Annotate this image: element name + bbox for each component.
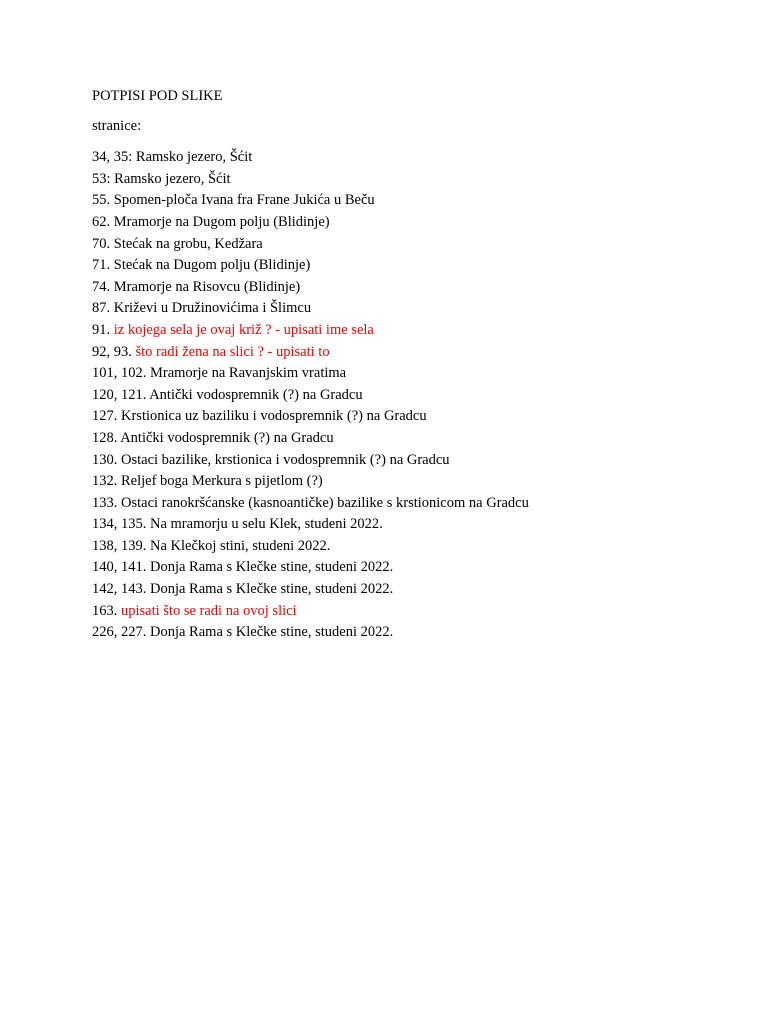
caption-text: Stećak na grobu, Kedžara [113, 235, 263, 252]
caption-entry [92, 536, 732, 558]
caption-pages: 138, 139. [92, 537, 147, 554]
caption-entry [92, 450, 732, 472]
caption-pages: 71. [92, 257, 111, 274]
caption-entry [92, 320, 732, 342]
caption-pages: 55. [92, 192, 111, 209]
caption-entry [92, 622, 732, 644]
caption-text: Donja Rama s Klečke stine, studeni 2022. [150, 581, 394, 598]
caption-pages: 92, 93. [92, 343, 132, 360]
document-page [92, 86, 732, 644]
caption-entry [92, 514, 732, 536]
caption-pages: 62. [92, 213, 111, 230]
caption-entry [92, 212, 732, 234]
caption-text: Reljef boga Merkura s pijetlom (?) [121, 473, 323, 490]
caption-pages: 101, 102. [92, 365, 147, 382]
caption-text: Na Klečkoj stini, studeni 2022. [150, 537, 331, 554]
caption-entry [92, 147, 732, 169]
caption-text: Stećak na Dugom polju (Blidinje) [113, 257, 311, 274]
caption-entry [92, 601, 732, 623]
caption-text: Donja Rama s Klečke stine, studeni 2022. [150, 559, 394, 576]
caption-text: Na mramorju u selu Klek, studeni 2022. [150, 516, 383, 533]
caption-pages: 74. [92, 278, 111, 295]
caption-entry [92, 579, 732, 601]
caption-entry [92, 493, 732, 515]
caption-text: Antički vodospremnik (?) na Gradcu [120, 429, 334, 446]
caption-text: Antički vodospremnik (?) na Gradcu [149, 386, 363, 403]
caption-note: iz kojega sela je ovaj križ ? - upisati ime sela [113, 321, 374, 338]
caption-list [92, 147, 732, 644]
caption-pages: 127. [92, 408, 118, 425]
caption-text: Ramsko jezero, Šćit [135, 149, 253, 166]
caption-pages: 134, 135. [92, 516, 147, 533]
caption-text: Mramorje na Dugom polju (Blidinje) [113, 213, 330, 230]
caption-entry [92, 298, 732, 320]
caption-entry [92, 363, 732, 385]
caption-text: Mramorje na Ravanjskim vratima [150, 365, 347, 382]
caption-note: upisati što se radi na ovoj slici [121, 602, 297, 619]
caption-pages: 91. [92, 321, 111, 338]
caption-entry [92, 385, 732, 407]
caption-pages: 53: [92, 170, 111, 187]
caption-pages: 87. [92, 300, 111, 317]
caption-pages: 34, 35: [92, 149, 133, 166]
caption-pages: 133. [92, 494, 118, 511]
caption-entry [92, 471, 732, 493]
caption-entry [92, 255, 732, 277]
caption-pages: 142, 143. [92, 581, 147, 598]
caption-text: Donja Rama s Klečke stine, studeni 2022. [150, 624, 394, 641]
caption-pages: 120, 121. [92, 386, 147, 403]
caption-note: što radi žena na slici ? - upisati to [135, 343, 330, 360]
caption-text: Ostaci ranokršćanske (kasnoantičke) bazilike s krstionicom na Gradcu [121, 494, 529, 511]
caption-pages: 132. [92, 473, 118, 490]
caption-text: Ramsko jezero, Šćit [114, 170, 231, 187]
caption-text: Ostaci bazilike, krstionica i vodospremnik (?) na Gradcu [121, 451, 450, 468]
caption-entry [92, 277, 732, 299]
caption-text: Mramorje na Risovcu (Blidinje) [113, 278, 301, 295]
caption-text: Križevi u Družinovićima i Šlimcu [113, 300, 312, 317]
caption-entry [92, 169, 732, 191]
caption-entry [92, 190, 732, 212]
caption-pages: 130. [92, 451, 118, 468]
caption-pages: 140, 141. [92, 559, 147, 576]
caption-entry [92, 557, 732, 579]
caption-pages: 163. [92, 602, 118, 619]
caption-entry [92, 406, 732, 428]
document-subtitle: stranice: [92, 117, 142, 134]
caption-pages: 226, 227. [92, 624, 147, 641]
caption-entry [92, 428, 732, 450]
caption-text: Krstionica uz baziliku i vodospremnik (?) na Gradcu [121, 408, 427, 425]
caption-entry [92, 234, 732, 256]
caption-text: Spomen-ploča Ivana fra Frane Jukića u Beču [113, 192, 375, 209]
caption-pages: 70. [92, 235, 111, 252]
caption-entry [92, 342, 732, 364]
caption-pages: 128. [92, 429, 118, 446]
document-title: POTPISI POD SLIKE [92, 88, 223, 104]
